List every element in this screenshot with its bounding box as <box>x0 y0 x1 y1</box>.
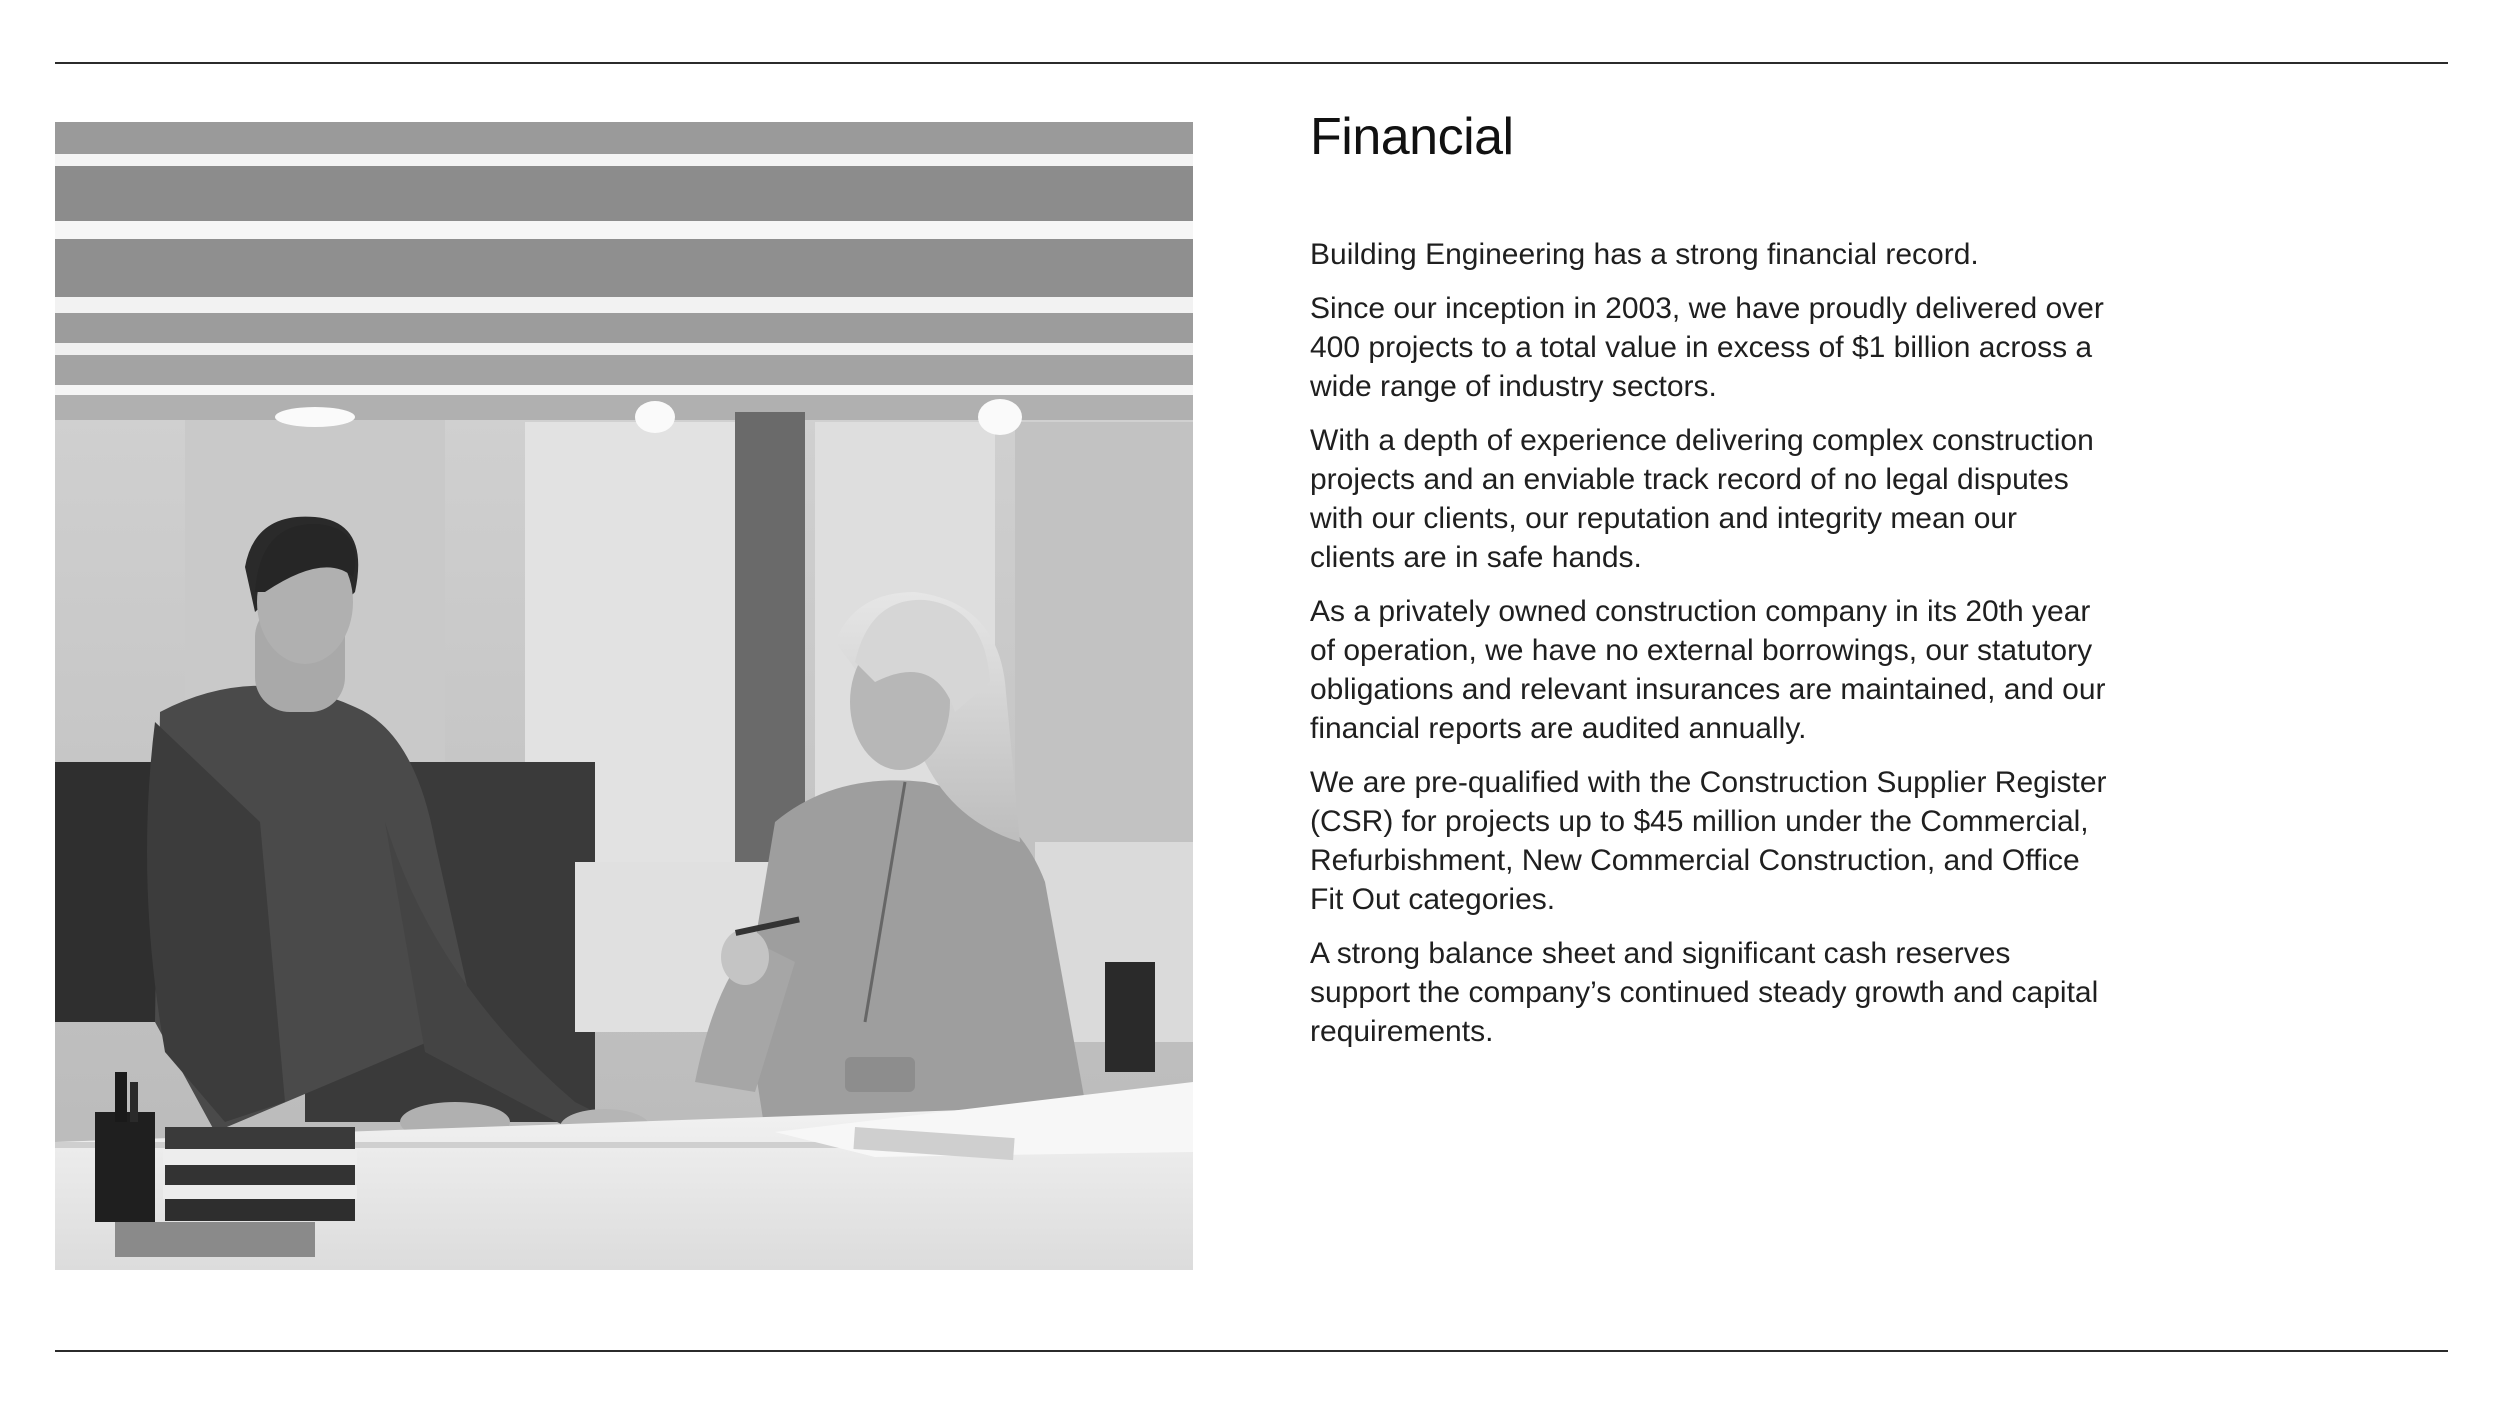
paragraph-balance-sheet: A strong balance sheet and significant cash reserves support the company’s continued steady growth and capital requirements. <box>1310 937 2099 1048</box>
office-photo <box>55 122 1193 1270</box>
paragraph-projects-delivered: Since our inception in 2003, we have proudly delivered over 400 projects to a total value in excess of $1 billion across a wide range of industry sectors. <box>1310 292 2104 403</box>
paragraph-prequalification: We are pre-qualified with the Construction Supplier Register (CSR) for projects up to $45 million under the Commercial, Refurbishment, New Commercial Construction, and Office Fit Out categories. <box>1310 766 2107 916</box>
paragraph-experience: With a depth of experience delivering complex construction projects and an enviable track record of no legal disputes with our clients, our reputation and integrity mean our clients are in safe hands. <box>1310 424 2094 574</box>
top-divider <box>55 62 2448 64</box>
section-heading: Financial <box>1310 108 1514 166</box>
office-photo-illustration <box>55 122 1193 1270</box>
paragraph-private-ownership: As a privately owned construction company in its 20th year of operation, we have no external borrowings, our statutory obligations and relevant insurances are maintained, and our financial reports are audited annually. <box>1310 595 2106 745</box>
financial-section <box>1310 105 2110 1066</box>
paragraph-financial-record: Building Engineering has a strong financial record. <box>1310 238 1979 271</box>
bottom-divider <box>55 1350 2448 1352</box>
